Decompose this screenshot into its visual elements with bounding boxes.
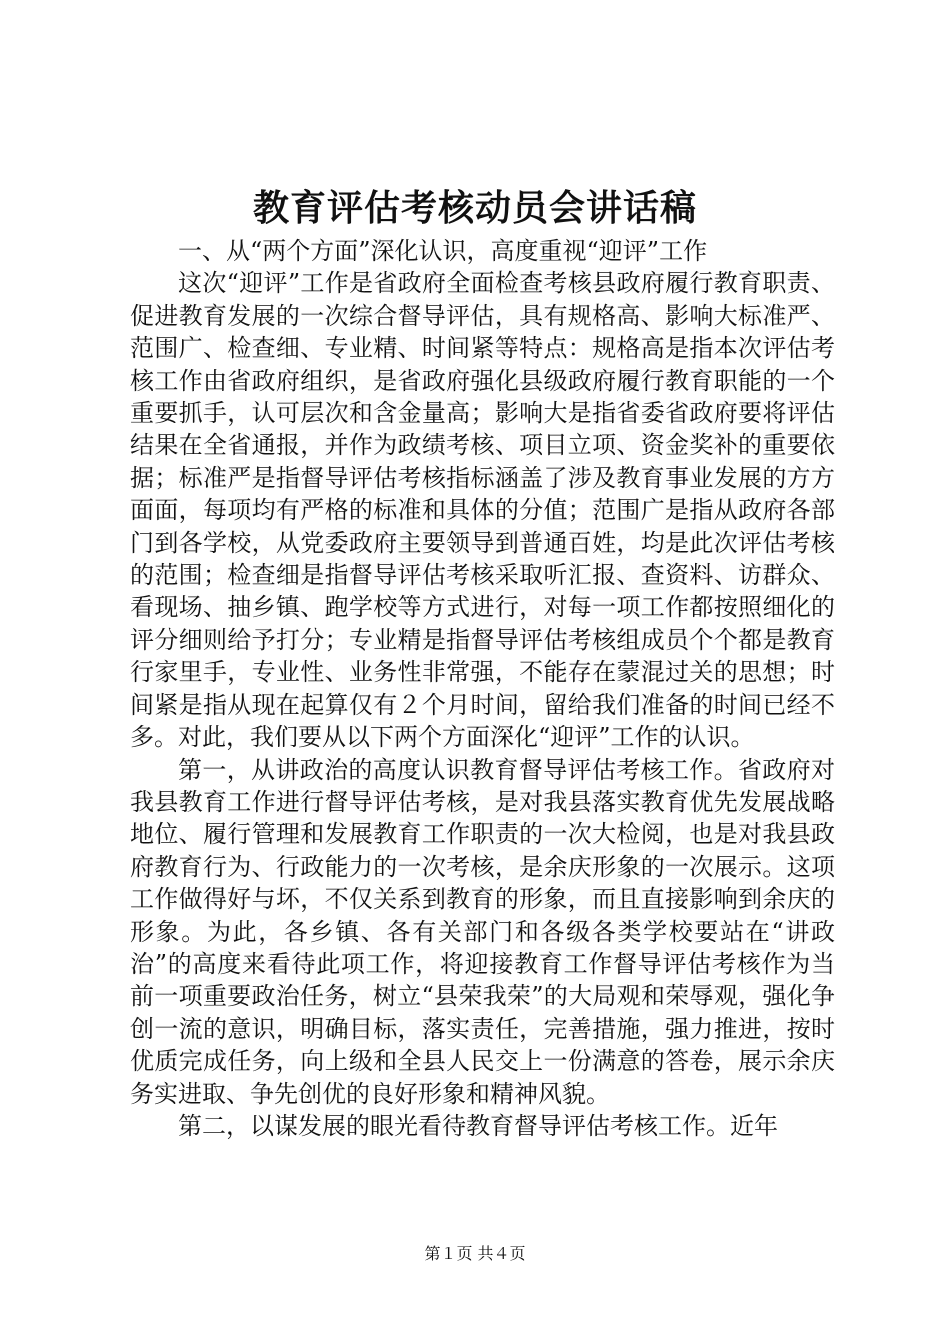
paragraph-1: 这次“迎评”工作是省政府全面检查考核县政府履行教育职责、促进教育发展的一次综合督导评估，具有规格高、影响大标准严、范围广、检查细、专业精、时间紧等特点：规格高是指本次评估考核工作由省政府组织，是省政府强化县级政府履行教育职能的一个重要抓手，认可层次和含金量高；影响大是指省委省政府要将评估结果在全省通报，并作为政绩考核、项目立项、资金奖补的重要依据；标准严是指督导评估考核指标涵盖了涉及教育事业发展的方方面面，每项均有严格的标准和具体的分值；范围广是指从政府各部门到各学校，从党委政府主要领导到普通百姓，均是此次评估考核的范围；检查细是指督导评估考核采取听汇报、查资料、访群众、看现场、抽乡镇、跑学校等方式进行，对每一项工作都按照细化的评分细则给予打分；专业精是指督导评估考核组成员个个都是教育行家里手，专业性、业务性非常强，不能存在蒙混过关的思想；时间紧是指从现在起算仅有２个月时间，留给我们准备的时间已经不多。对此，我们要从以下两个方面深化“迎评”工作的认识。 [130,269,835,752]
document-body [130,235,835,1142]
paragraph-3: 第二，以谋发展的眼光看待教育督导评估考核工作。近年 [178,1111,778,1140]
page-footer: 第１页 共４页 [424,1244,526,1263]
document-title: 教育评估考核动员会讲话稿 [252,187,697,229]
paragraph-2: 第一，从讲政治的高度认识教育督导评估考核工作。省政府对我县教育工作进行督导评估考核，是对我县落实教育优先发展战略地位、履行管理和发展教育工作职责的一次大检阅，也是对我县政府教育行为、行政能力的一次考核，是余庆形象的一次展示。这项工作做得好与坏，不仅关系到教育的形象，而且直接影响到余庆的形象。为此，各乡镇、各有关部门和各级各类学校要站在“讲政治”的高度来看待此项工作，将迎接教育工作督导评估考核作为当前一项重要政治任务，树立“县荣我荣”的大局观和荣辱观，强化争创一流的意识，明确目标，落实责任，完善措施，强力推进，按时优质完成任务，向上级和全县人民交上一份满意的答卷，展示余庆务实进取、争先创优的良好形象和精神风貌。 [130,755,835,1108]
section-heading: 一、从“两个方面”深化认识，高度重视“迎评”工作 [178,237,708,265]
